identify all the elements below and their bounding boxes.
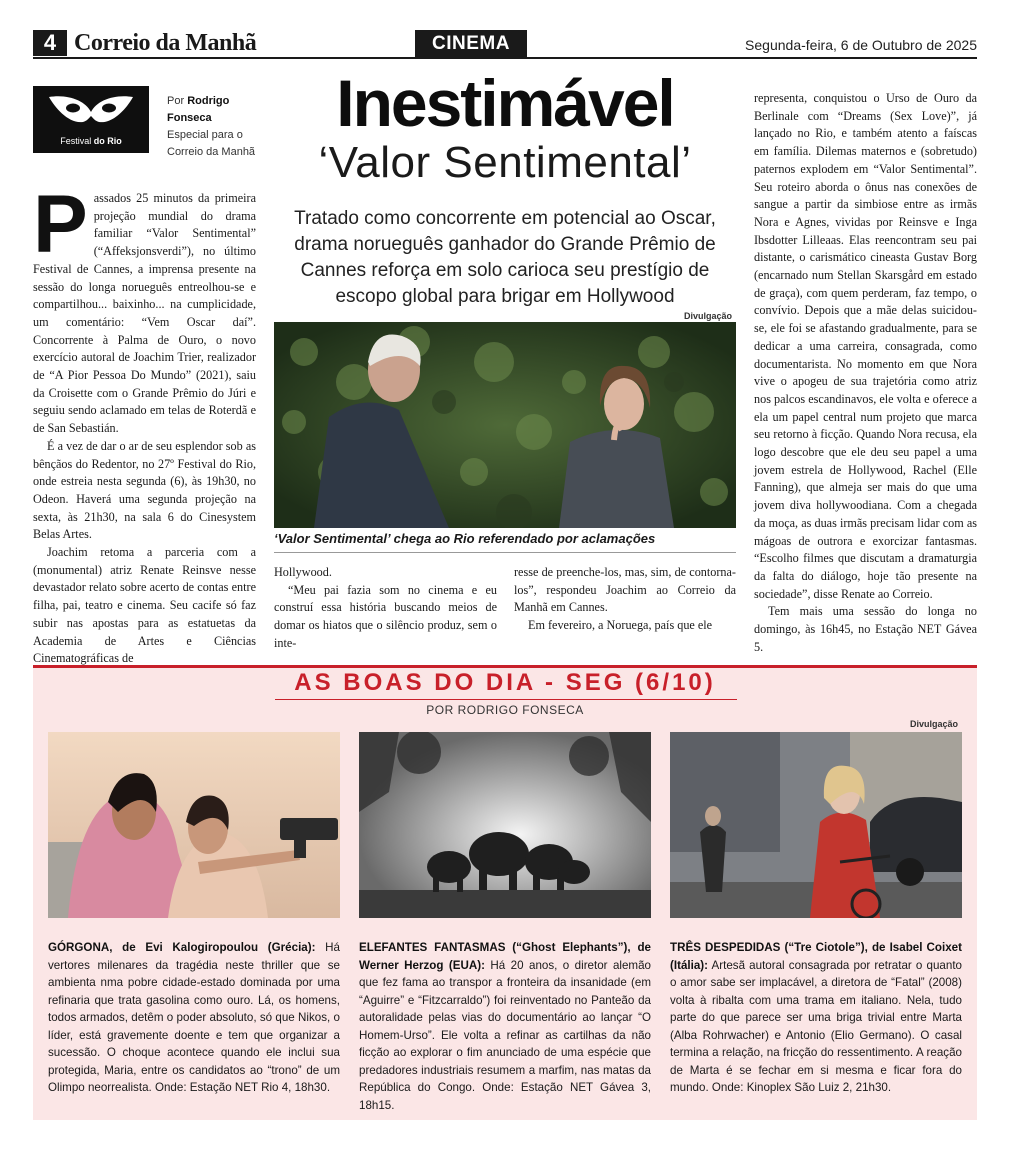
logo-text: Festival do Rio xyxy=(60,136,122,146)
article-paragraph: resse de preenche-los, mas, sim, de contorna-los”, respondeu Joachim ao Correio da Manhã em Cannes. xyxy=(514,565,736,615)
film-description-gorgona: GÓRGONA, de Evi Kalogiropoulou (Grécia): Há vertores milenares da tragédia neste thriller que se ambienta nma pobre cidade-estado dominada por uma refinaria que trata gasolina como ouro. Lá, os homens, todos armados, detêm o poder absoluto, só que Nikos, o líder, está gravemente doente e tem que organizar a sucessão. O choque acontece quando ele inclui sua protegida, Maria, entre os candidatos ao “trono” de um Olimpo neorrealista. Onde: Estação NET Rio 4, 18h30. xyxy=(48,941,340,1094)
film-description-elefantes: ELEFANTES FANTASMAS (“Ghost Elephants”), de Werner Herzog (EUA): Há 20 anos, o diretor alemão que fez fama ao transpor a fronteira da insanidade (em “Aguirre” e “Fitzcarraldo”) foi reinventado no Panteão da autoralidade pelas vias do documentário ao lançar “O Homem-Urso”. Ele volta a refinar as cartilhas da não ficção ao explorar o fim anunciado de uma espécie que predadores industriais resumem a marfim, nas matas da República do Congo. Onde: Estação NET Gávea 3, 18h15. xyxy=(359,941,651,1112)
photo-caption: ‘Valor Sentimental’ chega ao Rio referendado por aclamações xyxy=(274,531,656,546)
article-paragraph: Passados 25 minutos da primeira projeção mundial do drama familiar “Valor Sentimental” (“Affeksjonsverdi”), no último Festival de Cannes, a imprensa presente na sessão do longa norueguês entreolhou-se e compartilhou... baixinho... na cumplicidade, um comentário: “Vem Oscar daí”. Concorrente à Palma de Ouro, o novo exercício autoral de Joachim Trier, realizador de “A Pior Pessoa Do Mundo” (2021), saiu da Croisette com o Grande Prêmio do Júri e seguiu sendo aclamado em telas de Roterdã e de San Sebastián. xyxy=(33,179,256,436)
box-photo-credit: Divulgação xyxy=(910,719,959,729)
article-paragraph: É a vez de dar o ar de seu esplendor sob as bênçãos do Redentor, no 27º Festival do Rio, onde estreia nesta segunda (6), às 19h30, no Odeon. Haverá uma segunda projeção na sexta, às 21h30, na sala 6 do Cinesystem Belas Artes. xyxy=(33,438,256,542)
film-title: ELEFANTES FANTASMAS (“Ghost Elephants”), de Werner Herzog (EUA): xyxy=(359,941,651,972)
film-photo-gorgona xyxy=(48,732,340,918)
photo-credit: Divulgação xyxy=(684,311,733,321)
article-paragraph: “Meu pai fazia som no cinema e eu construí essa história buscando meios de domar os hiatos que o silêncio produz, sem o inte- xyxy=(274,582,497,650)
caption-rule xyxy=(274,552,736,553)
drop-cap: P xyxy=(33,179,88,270)
festival-do-rio-logo xyxy=(33,86,149,153)
article-paragraph: Tem mais uma sessão do longa no domingo, às 16h45, no Estação NET Gávea 5. xyxy=(754,604,977,654)
film-photo-tres-despedidas xyxy=(670,732,962,918)
box-title-rule xyxy=(275,699,737,700)
butterfly-logo-icon xyxy=(47,94,135,128)
film-description-tres-despedidas: TRÊS DESPEDIDAS (“Tre Ciotole”), de Isabel Coixet (Itália): Artesã autoral consagrada por retratar o quanto o amor sabe ser implacável, a diretora de “Fatal” (2008) volta à ribalta com uma trama em italiano. Nela, tudo parte do que parece ser uma briga trivial entre Marta (Alba Rohrwacher) e Antonio (Elio Germano). O casal termina a relação, na fricção do ressentimento. A reação de Marta é se fechar em si mesma e ficar fora do mundo. Onde: Kinoplex São Luiz 2, 21h30. xyxy=(670,941,962,1094)
article-column-4 xyxy=(754,90,977,657)
article-paragraph: representa, conquistou o Urso de Ouro da Berlinale com “Dreams (Sex Love)”, já lançado no Rio, e também atento a faíscas em família. Dilemas maternos e (sobretudo) paternos explodem em “Valor Sentimental”. Seu roteiro aborda o ônus nas conexões de sangue a partir da simbiose entre as irmãs Nora e Agnes, vividas por Reinsve e Inga Ibsdotter Lilleaas. Elas reencontram seu pai distante, o carismático cineasta Gustav Borg (encarnado num Stellan Skarsgård em estado de graça), com quem perderam, faz tempo, o convívio. Depois que a mãe delas suicidou-se, ele foi se afastando gradualmente, para se dedicar a uma carreira, consagrada, como documentarista. No momento em que Nora vive o apogeu de sua trajetória como atriz nos palcos escandinavos, ele volta e oferece a ela um papel central num projeto que marca seu retorno à ficção. Quando Nora recusa, ela logo descobre que ele deu seu papel a uma jovem estrela de Hollywood, Rachel (Elle Fanning), que almeja ser mais do que uma jovem diva hollywoodiana. Com a chegada da moça, as duas irmãs precisam lidar com as mágoas de outrora e exorcizar fantasmas. “Escolho filmes que discutam a dramaturgia da falta do diálogo, hoje tão presente na sociedade”, disse Renate ao Correio. xyxy=(754,91,977,601)
film-title: GÓRGONA, de Evi Kalogiropoulou (Grécia): xyxy=(48,941,316,954)
subheadline: ‘Valor Sentimental’ xyxy=(318,138,692,187)
article-column-1 xyxy=(33,179,256,668)
article-column-2 xyxy=(274,564,497,653)
article-column-3 xyxy=(514,564,736,635)
box-byline: POR RODRIGO FONSECA xyxy=(426,703,584,717)
article-deck: Tratado como concorrente em potencial ao Oscar, drama norueguês ganhador do Grande Prêmio de Cannes reforça em solo carioca seu prestígio de escopo global para brigar em Hollywood xyxy=(294,208,716,307)
box-title: AS BOAS DO DIA - SEG (6/10) xyxy=(294,669,716,696)
headline: Inestimável xyxy=(336,66,674,140)
film-title: TRÊS DESPEDIDAS (“Tre Ciotole”), de Isabel Coixet (Itália): xyxy=(670,941,962,972)
page-number: 4 xyxy=(33,30,67,56)
article-paragraph: Hollywood. xyxy=(274,565,332,579)
issue-date: Segunda-feira, 6 de Outubro de 2025 xyxy=(745,37,977,53)
article-photo xyxy=(274,322,736,528)
header-rule xyxy=(33,57,977,59)
film-photo-elefantes xyxy=(359,732,651,918)
article-paragraph: Joachim retoma a parceria com a (monumental) atriz Renate Reinsve nesse devastador relato sobre acerto de contas entre filha, pai, teatro e cinema. Seu cacife só faz subir nas apostas para as estatuetas da Academia de Artes e Ciências Cinematográficas de xyxy=(33,545,256,666)
section-label: CINEMA xyxy=(415,30,527,57)
article-paragraph: Em fevereiro, a Noruega, país que ele xyxy=(528,618,713,633)
newspaper-name: Correio da Manhã xyxy=(74,30,257,56)
byline: Por Rodrigo Fonseca Especial para o Correio da Manhã xyxy=(167,95,256,158)
